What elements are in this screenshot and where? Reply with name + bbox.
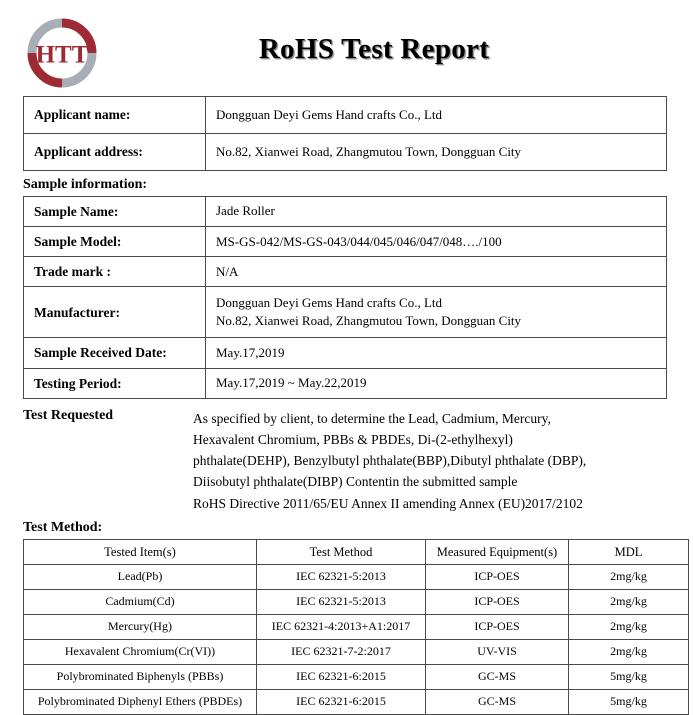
measured-equipment-cell: ICP-OES <box>426 614 569 639</box>
sample-name-value: Jade Roller <box>206 197 667 227</box>
sample-information-heading: Sample information: <box>23 177 148 192</box>
test-method-heading: Test Method: <box>23 519 103 535</box>
mdl-cell: 5mg/kg <box>569 664 689 689</box>
tested-item-cell: Hexavalent Chromium(Cr(VI)) <box>24 639 257 664</box>
logo-text: HTT <box>35 41 89 69</box>
test-requested-line: RoHS Directive 2011/65/EU Annex II amending Annex (EU)2017/2102 <box>193 495 583 511</box>
test-requested-line: Diisobutyl phthalate(DIBP) Contentin the submitted sample <box>193 474 518 490</box>
test-method-cell: IEC 62321-4:2013+A1:2017 <box>257 614 426 639</box>
measured-equipment-cell: UV-VIS <box>426 639 569 664</box>
test-requested-line: phthalate(DEHP), Benzylbutyl phthalate(BBP),Dibutyl phthalate (DBP), <box>193 453 587 469</box>
table-row <box>24 639 689 664</box>
test-requested-label: Test Requested <box>23 407 114 423</box>
testing-period-value: May.17,2019 ~ May.22,2019 <box>206 368 667 398</box>
sample-name-label: Sample Name: <box>24 197 206 227</box>
measured-equipment-cell: GC-MS <box>426 689 569 714</box>
mdl-cell: 5mg/kg <box>569 689 689 714</box>
tested-item-cell: Lead(Pb) <box>24 564 257 589</box>
manufacturer-value-line-1: Dongguan Deyi Gems Hand crafts Co., Ltd <box>216 295 443 311</box>
measured-equipment-cell: ICP-OES <box>426 589 569 614</box>
column-header-mdl: MDL <box>569 539 689 564</box>
sample-received-date-label: Sample Received Date: <box>24 338 206 368</box>
page-title: RoHS Test Report <box>258 33 490 65</box>
tested-item-cell: Polybrominated Biphenyls (PBBs) <box>24 664 257 689</box>
test-requested-line: As specified by client, to determine the Lead, Cadmium, Mercury, <box>193 410 551 426</box>
table-row <box>24 589 689 614</box>
sample-received-date-value: May.17,2019 <box>206 338 667 368</box>
table-row <box>24 338 667 368</box>
testing-period-label: Testing Period: <box>24 368 206 398</box>
test-method-cell: IEC 62321-5:2013 <box>257 589 426 614</box>
table-row <box>24 368 667 398</box>
test-method-cell: IEC 62321-5:2013 <box>257 564 426 589</box>
applicant-name-value: Dongguan Deyi Gems Hand crafts Co., Ltd <box>206 97 667 134</box>
document-header <box>0 0 693 96</box>
manufacturer-value-line-2: No.82, Xianwei Road, Zhangmutou Town, Dongguan City <box>216 313 522 329</box>
tested-item-cell: Cadmium(Cd) <box>24 589 257 614</box>
applicant-address-label: Applicant address: <box>24 134 206 171</box>
test-method-cell: IEC 62321-6:2015 <box>257 664 426 689</box>
manufacturer-label: Manufacturer: <box>24 287 206 338</box>
column-header-tested-item: Tested Item(s) <box>24 539 257 564</box>
mdl-cell: 2mg/kg <box>569 614 689 639</box>
measured-equipment-cell: GC-MS <box>426 664 569 689</box>
table-row <box>24 689 689 714</box>
column-header-test-method: Test Method <box>257 539 426 564</box>
sample-model-value: MS-GS-042/MS-GS-043/044/045/046/047/048…./100 <box>206 227 667 257</box>
table-row <box>24 134 667 171</box>
test-method-cell: IEC 62321-7-2:2017 <box>257 639 426 664</box>
applicant-table <box>23 96 667 171</box>
trade-mark-label: Trade mark : <box>24 257 206 287</box>
sample-information-table <box>23 196 667 399</box>
table-row <box>24 664 689 689</box>
mdl-cell: 2mg/kg <box>569 564 689 589</box>
test-requested-body <box>193 408 586 514</box>
table-row <box>24 287 667 338</box>
mdl-cell: 2mg/kg <box>569 639 689 664</box>
measured-equipment-cell: ICP-OES <box>426 564 569 589</box>
trade-mark-value: N/A <box>206 257 667 287</box>
tested-item-cell: Polybrominated Diphenyl Ethers (PBDEs) <box>24 689 257 714</box>
test-method-cell: IEC 62321-6:2015 <box>257 689 426 714</box>
manufacturer-value <box>206 287 667 338</box>
test-method-table <box>23 539 689 715</box>
table-row <box>24 564 689 589</box>
mdl-cell: 2mg/kg <box>569 589 689 614</box>
applicant-name-label: Applicant name: <box>24 97 206 134</box>
tested-item-cell: Mercury(Hg) <box>24 614 257 639</box>
sample-model-label: Sample Model: <box>24 227 206 257</box>
applicant-address-value: No.82, Xianwei Road, Zhangmutou Town, Dongguan City <box>206 134 667 171</box>
table-row <box>24 227 667 257</box>
table-row <box>24 197 667 227</box>
table-row <box>24 257 667 287</box>
test-requested-line: Hexavalent Chromium, PBBs & PBDEs, Di-(2-ethylhexyl) <box>193 431 513 447</box>
table-row <box>24 97 667 134</box>
test-requested-section <box>23 408 693 514</box>
column-header-measured-equipment: Measured Equipment(s) <box>426 539 569 564</box>
table-row <box>24 614 689 639</box>
table-header-row <box>24 539 689 564</box>
